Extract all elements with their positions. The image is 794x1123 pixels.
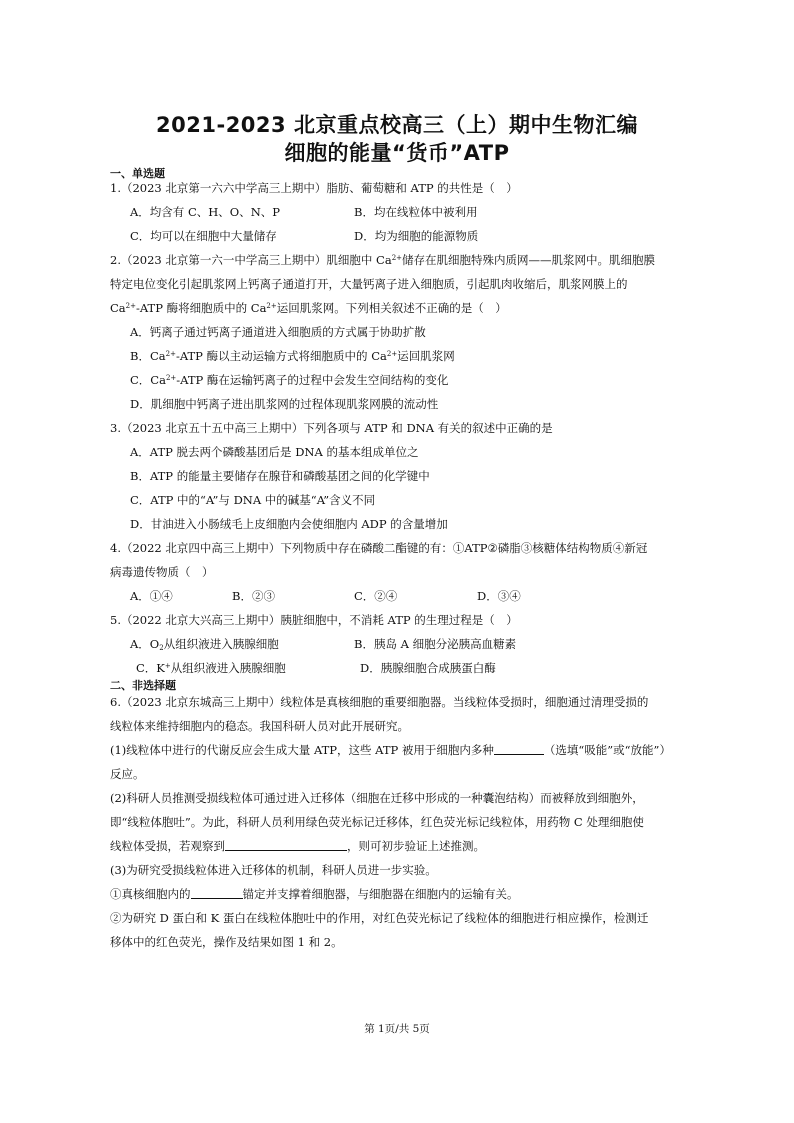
answer-blank	[494, 743, 544, 755]
question-4-option-d: D．③④	[477, 589, 521, 603]
text: Ca	[110, 301, 126, 315]
text: C．K	[136, 661, 165, 675]
question-3-option-a: A．ATP 脱去两个磷酸基团后是 DNA 的基本组成单位之	[130, 445, 419, 459]
question-3-stem: 3.（2023 北京五十五中高三上期中）下列各项与 ATP 和 DNA 有关的叙述中正确的是	[110, 421, 553, 435]
superscript: 2+	[386, 350, 398, 358]
superscript: 2+	[391, 254, 403, 262]
text: -ATP 酶在运输钙离子的过程中会发生空间结构的变化	[176, 373, 449, 387]
text: ①真核细胞内的	[110, 887, 191, 901]
text: -ATP 酶以主动运输方式将细胞质中的 Ca	[175, 349, 387, 363]
question-5-option-d: D．胰腺细胞合成胰蛋白酶	[360, 661, 496, 675]
page-title-line2: 细胞的能量“货币”ATP	[284, 141, 510, 165]
subscript: 2	[159, 644, 164, 652]
question-4-stem-line-1: 4.（2022 北京四中高三上期中）下列物质中存在磷酸二酯键的有：①ATP②磷脂③核糖体结构物质④新冠	[110, 541, 648, 555]
question-1-option-d: D．均为细胞的能源物质	[354, 229, 479, 243]
question-2-option-b	[130, 349, 455, 363]
text: C．Ca	[130, 373, 166, 387]
superscript: 2+	[266, 302, 277, 310]
text: A．O	[130, 637, 160, 651]
text: ，则可初步验证上述推测。	[347, 839, 485, 853]
question-4-stem-line-2: 病毒遗传物质（ ）	[110, 565, 214, 579]
question-5-stem: 5.（2022 北京大兴高三上期中）胰脏细胞中，不消耗 ATP 的生理过程是（ ）	[110, 613, 518, 627]
question-5-option-a	[130, 637, 279, 651]
text: B．Ca	[130, 349, 166, 363]
question-1-option-b: B．均在线粒体中被利用	[354, 205, 478, 219]
question-2-option-c	[130, 373, 448, 387]
question-4-option-a: A．①④	[130, 589, 173, 603]
question-1-stem: 1.（2023 北京第一六六中学高三上期中）脂肪、葡萄糖和 ATP 的共性是（ ）	[110, 181, 518, 195]
question-4-option-c: C．②④	[354, 589, 398, 603]
question-3-option-c: C．ATP 中的“A”与 DNA 中的碱基“A”含义不同	[130, 493, 376, 507]
question-5-option-c	[136, 661, 286, 675]
question-6-part-1-cont: 反应。	[110, 767, 145, 781]
text: 储存在肌细胞特殊内质网——肌浆网中。肌细胞膜	[402, 253, 656, 267]
question-6-part-3-2-line-1: ②为研究 D 蛋白和 K 蛋白在线粒体胞吐中的作用，对红色荧光标记了线粒体的细胞进行相应操作，检测迁	[110, 911, 649, 925]
answer-blank	[191, 887, 243, 899]
text: 运回肌浆网。下列相关叙述不正确的是（ ）	[276, 301, 507, 315]
question-6-part-3-2-line-2: 移体中的红色荧光，操作及结果如图 1 和 2。	[110, 935, 343, 949]
superscript: +	[164, 662, 171, 670]
question-6-part-3-1	[110, 887, 519, 901]
question-2-stem-line-2: 特定电位变化引起肌浆网上钙离子通道打开，大量钙离子进入细胞质，引起肌肉收缩后，肌浆网膜上的	[110, 277, 628, 291]
superscript: 2+	[165, 350, 176, 358]
text: 锚定并支撑着细胞器，与细胞器在细胞内的运输有关。	[242, 887, 519, 901]
superscript: 2+	[125, 302, 136, 310]
question-1-option-c: C．均可以在细胞中大量储存	[130, 229, 277, 243]
question-6-part-3: (3)为研究受损线粒体进入迁移体的机制，科研人员进一步实验。	[110, 863, 437, 877]
question-2-stem-line-3	[110, 301, 507, 315]
text: 运回肌浆网	[397, 349, 455, 363]
text: -ATP 酶将细胞质中的 Ca	[135, 301, 267, 315]
question-2-stem-line-1	[110, 253, 655, 267]
text: 从组织液进入胰腺细胞	[163, 637, 279, 651]
section-heading-non-choice: 二、非选择题	[110, 679, 176, 692]
question-2-option-d: D．肌细胞中钙离子进出肌浆网的过程体现肌浆网膜的流动性	[130, 397, 439, 411]
answer-blank	[225, 839, 347, 851]
page-title-line1: 2021-2023 北京重点校高三（上）期中生物汇编	[156, 113, 638, 137]
question-4-option-b: B．②③	[232, 589, 275, 603]
question-2-option-a: A．钙离子通过钙离子通道进入细胞质的方式属于协助扩散	[130, 325, 426, 339]
question-3-option-d: D．甘油进入小肠绒毛上皮细胞内会使细胞内 ADP 的含量增加	[130, 517, 448, 531]
text: （选填“吸能”或“放能”）	[543, 743, 671, 757]
question-6-part-2-line-3	[110, 839, 485, 853]
text: 2.（2023 北京第一六一中学高三上期中）肌细胞中 Ca	[110, 253, 392, 267]
text: 线粒体受损，若观察到	[110, 839, 225, 853]
question-6-stem-line-1: 6.（2023 北京东城高三上期中）线粒体是真核细胞的重要细胞器。当线粒体受损时，细胞通过清理受损的	[110, 695, 649, 709]
section-heading-single-choice: 一、单选题	[110, 167, 165, 180]
question-6-part-1	[110, 743, 671, 757]
question-6-part-2-line-1: (2)科研人员推测受损线粒体可通过进入迁移体（细胞在迁移中形成的一种囊泡结构）而被释放到细胞外，	[110, 791, 644, 805]
question-1-option-a: A．均含有 C、H、O、N、P	[130, 205, 281, 219]
question-6-part-2-line-2: 即“线粒体胞吐”。为此，科研人员利用绿色荧光标记迁移体，红色荧光标记线粒体，用药物 C 处理细胞使	[110, 815, 644, 829]
question-5-option-b: B．胰岛 A 细胞分泌胰高血糖素	[354, 637, 517, 651]
page-footer: 第 1页/共 5页	[364, 1023, 430, 1035]
superscript: 2+	[165, 374, 177, 382]
text: (1)线粒体中进行的代谢反应会生成大量 ATP，这些 ATP 被用于细胞内多种	[110, 743, 494, 757]
text: 从组织液进入胰腺细胞	[170, 661, 286, 675]
question-6-stem-line-2: 线粒体来维持细胞内的稳态。我国科研人员对此开展研究。	[110, 719, 409, 733]
question-3-option-b: B．ATP 的能量主要储存在腺苷和磷酸基团之间的化学键中	[130, 469, 430, 483]
